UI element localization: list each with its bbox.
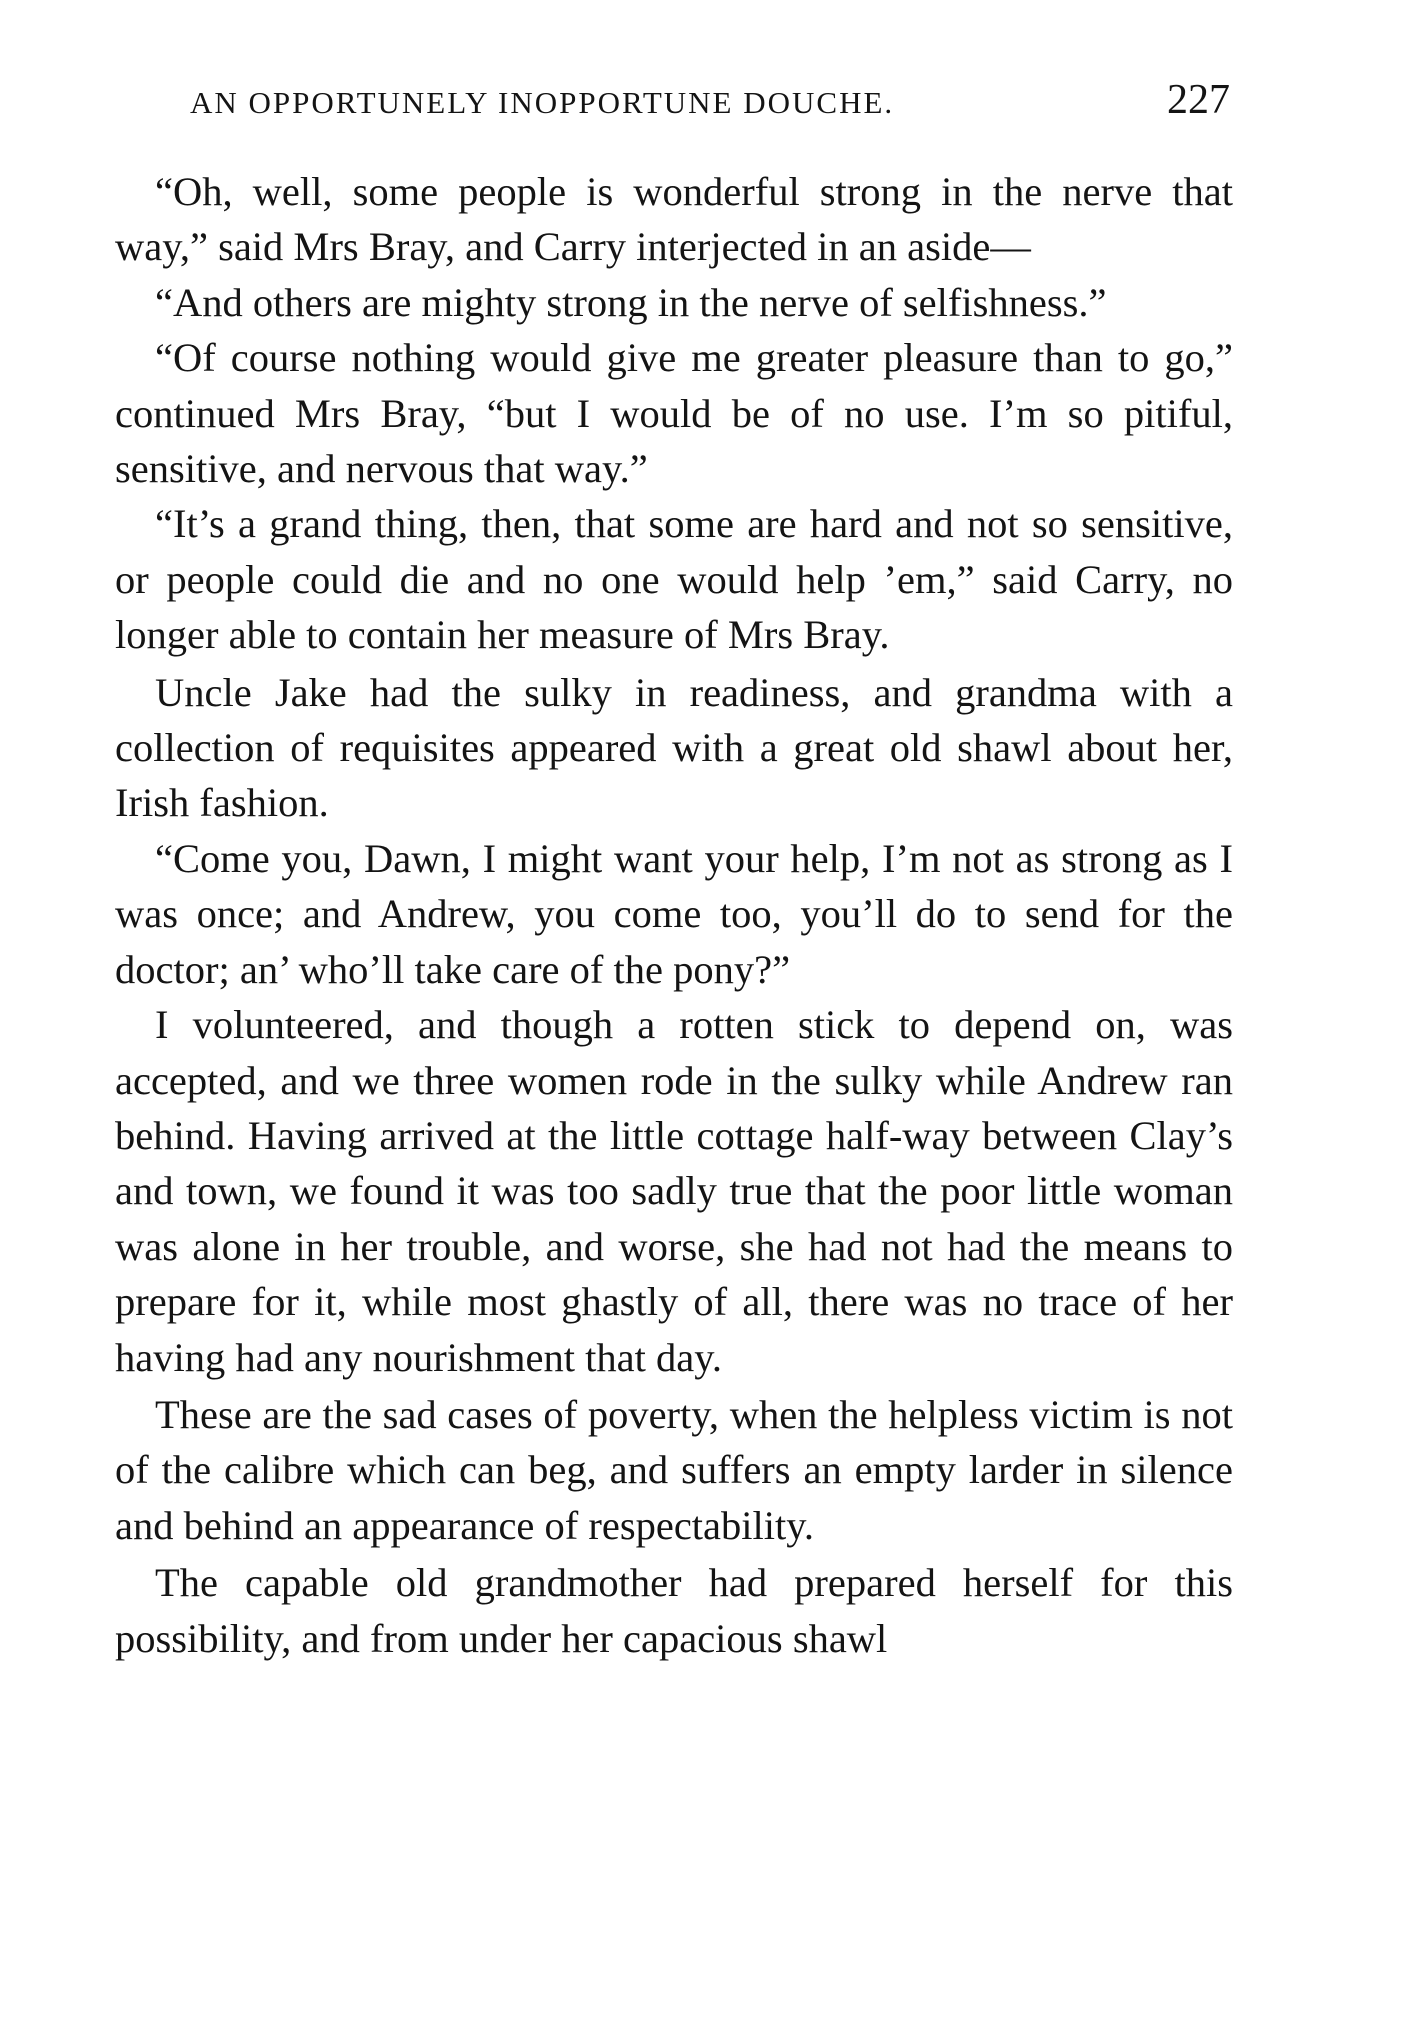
page-number: 227 [1167, 77, 1230, 123]
body-text [115, 164, 1233, 1666]
paragraph: “It’s a grand thing, then, that some are hard and not so sensitive, or people could die and no one would help ’em,” said Carry, no longer able to contain her measure of Mrs Bray. [115, 501, 1233, 658]
paragraph: These are the sad cases of poverty, when the helpless victim is not of the calibre which can beg, and suffers an empty larder in silence and behind an appearance of respectability. [115, 1391, 1233, 1548]
paragraph: Uncle Jake had the sulky in readiness, and grandma with a collection of requisites appeared with a great old shawl about her, Irish fashion. [115, 669, 1233, 826]
paragraph: The capable old grandmother had prepared herself for this possibility, and from under her capacious shawl [115, 1560, 1233, 1661]
paragraph: “Come you, Dawn, I might want your help, I’m not as strong as I was once; and Andrew, you come too, you’ll do to send for the doctor; an’ who’ll take care of the pony?” [115, 835, 1233, 992]
running-title: AN OPPORTUNELY INOPPORTUNE DOUCHE. [190, 85, 895, 120]
running-head [190, 76, 1230, 126]
paragraph: “And others are mighty strong in the nerve of selfishness.” [155, 279, 1107, 325]
paragraph: “Of course nothing would give me greater pleasure than to go,” continued Mrs Bray, “but I would be of no use. I’m so pitiful, sensitive, and nervous that way.” [115, 335, 1233, 492]
paragraph: “Oh, well, some people is wonderful strong in the nerve that way,” said Mrs Bray, and Carry interjected in an aside— [115, 169, 1233, 270]
paragraph: I volunteered, and though a rotten stick to depend on, was accepted, and we three women rode in the sulky while Andrew ran behind. Having arrived at the little cottage half-way between Clay’s and town, we found it was too sadly true that the poor little woman was alone in her trouble, and worse, she had not had the means to prepare for it, while most ghastly of all, there was no trace of her having had any nourishment that day. [115, 1002, 1233, 1380]
